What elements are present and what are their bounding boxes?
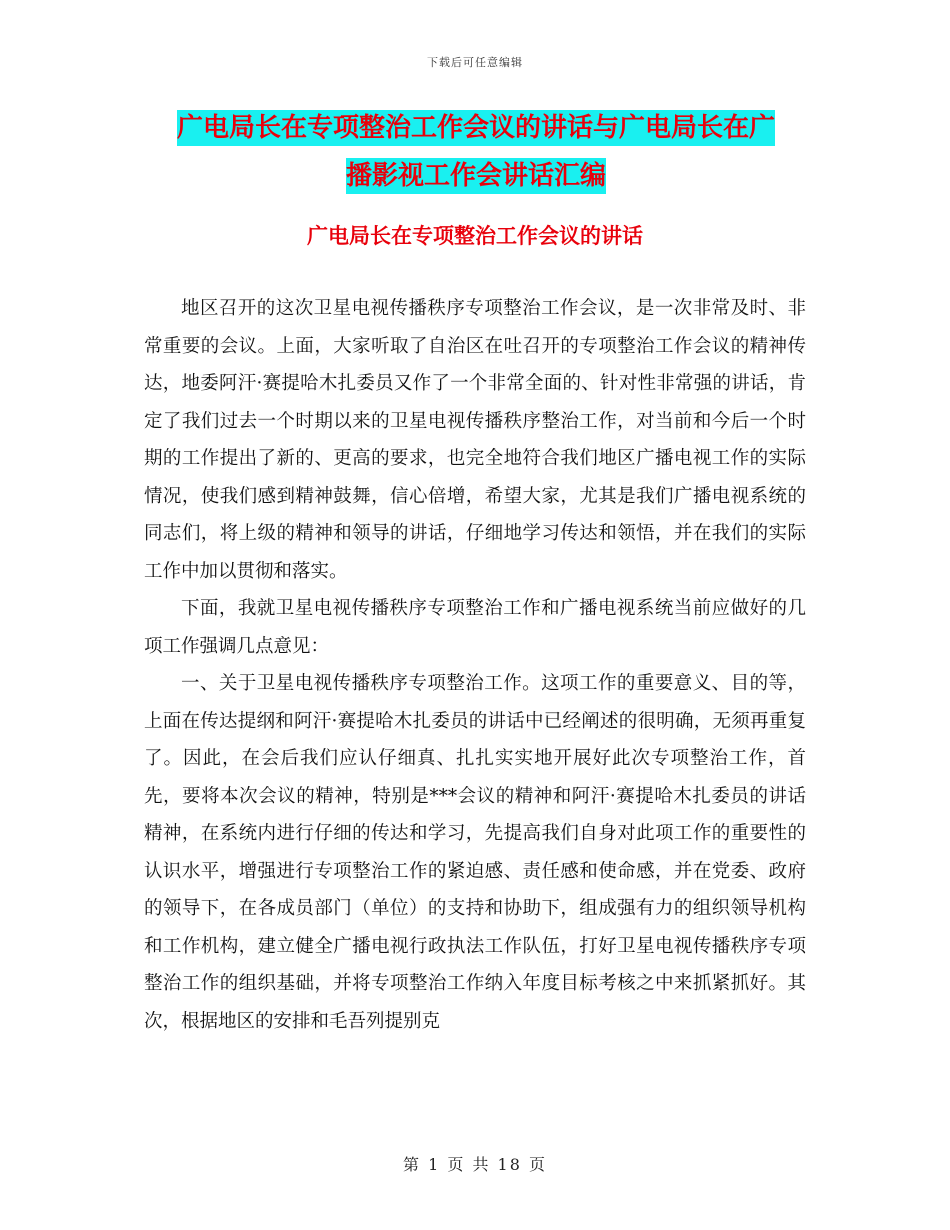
main-title-line-2: 播影视工作会讲话汇编 [346,158,606,194]
paragraph-2: 下面，我就卫星电视传播秩序专项整治工作和广播电视系统当前应做好的几项工作强调几点意见： [144,598,806,657]
header-note: 下载后可任意编辑 [427,56,523,69]
paragraph-1: 地区召开的这次卫星电视传播秩序专项整治工作会议，是一次非常及时、非常重要的会议。上面，大家听取了自治区在吐召开的专项整治工作会议的精神传达，地委阿汗·赛提哈木扎委员又作了一个非常全面的、针对性非常强的讲话，肯定了我们过去一个时期以来的卫星电视传播秩序整治工作，对当前和今后一个时期的工作提出了新的、更高的要求，也完全地符合我们地区广播电视工作的实际情况，使我们感到精神鼓舞，信心倍增，希望大家，尤其是我们广播电视系统的同志们，将上级的精神和领导的讲话，仔细地学习传达和领悟，并在我们的实际工作中加以贯彻和落实。 [144,298,806,582]
section-title: 广电局长在专项整治工作会议的讲话 [307,224,643,248]
main-title [146,104,806,200]
paragraph-3: 一、关于卫星电视传播秩序专项整治工作。这项工作的重要意义、目的等，上面在传达提纲和阿汗·赛提哈木扎委员的讲话中已经阐述的很明确，无须再重复了。因此，在会后我们应认仔细真、扎扎实实地开展好此次专项整治工作，首先，要将本次会议的精神，特别是***会议的精神和阿汗·赛提哈木扎委员的讲话精神，在系统内进行仔细的传达和学习，先提高我们自身对此项工作的重要性的认识水平，增强进行专项整治工作的紧迫感、责任感和使命感，并在党委、政府的领导下，在各成员部门（单位）的支持和协助下，组成强有力的组织领导机构和工作机构，建立健全广播电视行政执法工作队伍，打好卫星电视传播秩序专项整治工作的组织基础，并将专项整治工作纳入年度目标考核之中来抓紧抓好。其次，根据地区的安排和毛吾列提别克 [144,673,806,1032]
main-title-line-1: 广电局长在专项整治工作会议的讲话与广电局长在广 [177,110,775,146]
body-text [144,290,806,1040]
page-number: 第 1 页 共 18 页 [403,1155,547,1174]
